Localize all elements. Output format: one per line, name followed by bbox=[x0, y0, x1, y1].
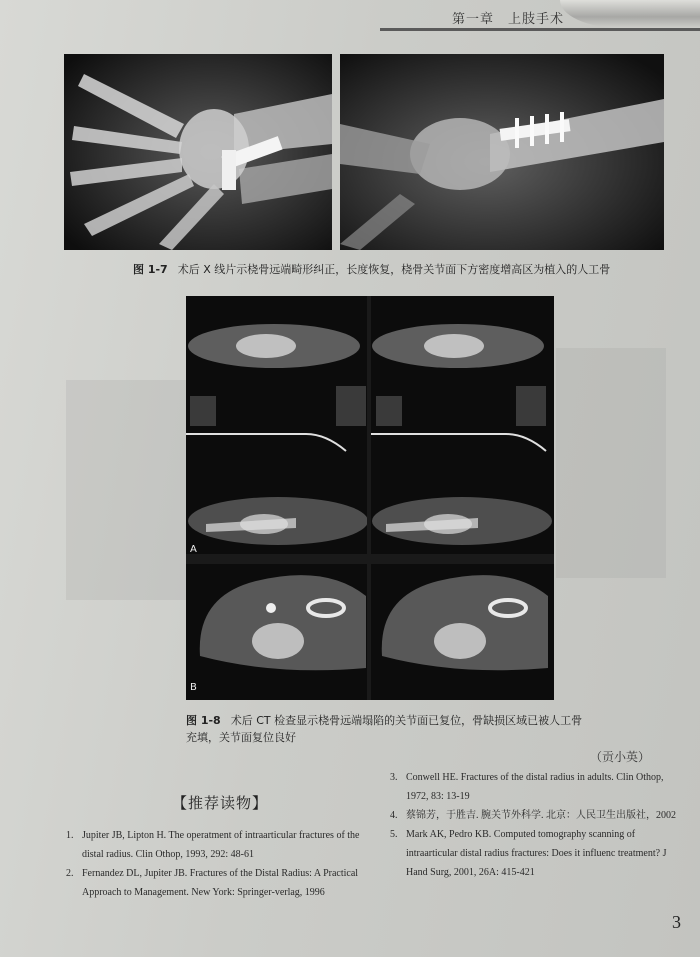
reference-item bbox=[66, 826, 366, 864]
reference-item bbox=[66, 864, 366, 902]
panel-label-a: A bbox=[190, 544, 197, 555]
reference-number: 2. bbox=[66, 868, 74, 879]
reference-text: Fernandez DL, Jupiter JB. Fractures of the Distal Radius: A Practical Approach to Management. New York: Springer-verlag, 1996 bbox=[82, 868, 359, 898]
reference-item bbox=[390, 768, 680, 806]
author-credit: （贡小英） bbox=[590, 750, 651, 764]
figure-1-8-number: 图 1-8 bbox=[186, 714, 221, 727]
page-number: 3 bbox=[672, 912, 681, 932]
figure-1-8-caption bbox=[186, 712, 586, 746]
ct-scan-composite bbox=[186, 296, 554, 700]
reference-number: 1. bbox=[66, 830, 74, 841]
figure-1-7-text: 术后 X 线片示桡骨远端畸形纠正，长度恢复，桡骨关节面下方密度增高区为植入的人工骨 bbox=[177, 263, 611, 276]
header-decoration bbox=[560, 0, 700, 28]
figure-1-7-number: 图 1-7 bbox=[133, 263, 168, 276]
running-header: 第一章 上肢手术 bbox=[452, 12, 565, 27]
reference-text: Jupiter JB, Lipton H. The operatment of intraarticular fractures of the distal radius. Clin Othop, 1993, 292: 48-61 bbox=[82, 830, 360, 860]
reference-item bbox=[390, 825, 680, 882]
references-right-column bbox=[390, 768, 680, 882]
reference-number: 5. bbox=[390, 829, 398, 840]
reference-item bbox=[390, 806, 680, 825]
recommended-reading-title: 【推荐读物】 bbox=[172, 794, 269, 812]
reference-text: Conwell HE. Fractures of the distal radius in adults. Clin Othop, 1972, 83: 13-19 bbox=[406, 772, 664, 802]
xray-lateral-view bbox=[340, 54, 664, 250]
show-through-left bbox=[66, 380, 186, 600]
reference-number: 4. bbox=[390, 810, 398, 821]
figure-1-7-caption bbox=[133, 261, 613, 278]
xray-pa-view bbox=[64, 54, 332, 250]
show-through-right bbox=[556, 348, 666, 578]
header-rule bbox=[380, 28, 700, 31]
reference-text: Mark AK, Pedro KB. Computed tomography scanning of intraarticular distal radius fractures: Does it influenc treatment? J Hand Surg, 2001, 26A: 415-421 bbox=[406, 829, 667, 878]
panel-label-b: B bbox=[190, 682, 197, 693]
reference-number: 3. bbox=[390, 772, 398, 783]
reference-text: 蔡锦芳，于胜吉. 腕关节外科学. 北京：人民卫生出版社，2002 bbox=[406, 810, 676, 821]
figure-1-8-text: 术后 CT 检查显示桡骨远端塌陷的关节面已复位，骨缺损区域已被人工骨充填，关节面复位良好 bbox=[186, 714, 583, 744]
references-left-column bbox=[66, 826, 366, 902]
